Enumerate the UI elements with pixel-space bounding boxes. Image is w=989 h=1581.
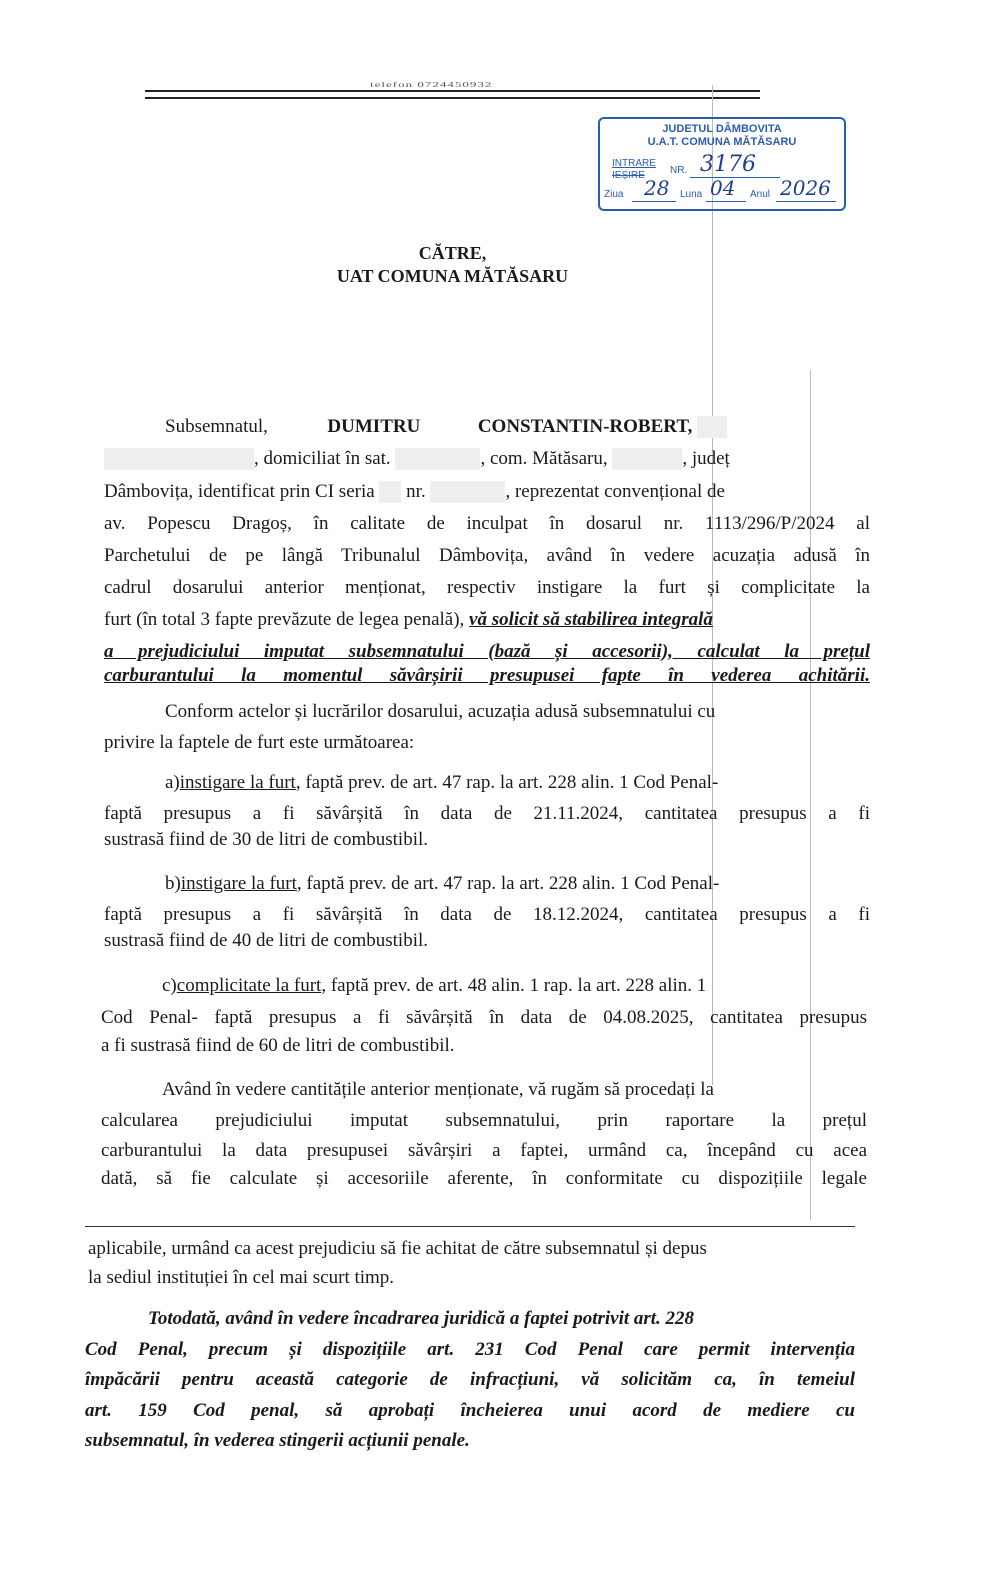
stamp-anul-value: 2026 <box>780 176 831 200</box>
stamp-nr-value: 3176 <box>700 152 756 177</box>
request-line-3: carburantului la momentul săvârșirii presupusei fapte în vederea achitării. <box>104 665 870 686</box>
intro-line-1 <box>165 416 870 438</box>
totodata-line-4: art. 159 Cod penal, să aprobați încheierea unui acord de mediere cu <box>85 1400 855 1421</box>
fapta-a-line-2: faptă presupus a fi săvârșită în data de 21.11.2024, cantitatea presupus a fi <box>104 803 870 824</box>
totodata-line-3: împăcării pentru această categorie de infracțiuni, vă solicităm ca, în temeiul <box>85 1369 855 1390</box>
page2-line-2: la sediul instituției în cel mai scurt timp. <box>88 1267 395 1288</box>
given-name: CONSTANTIN-ROBERT, <box>477 416 693 437</box>
page-separator <box>85 1226 855 1227</box>
redacted-text: x <box>612 448 682 470</box>
stamp-intrare: INTRARE <box>612 158 656 169</box>
intro-line-4: av. Popescu Dragoș, în calitate de inculpat în dosarul nr. 1113/296/P/2024 al <box>104 513 870 534</box>
fapta-c-rest: , faptă prev. de art. 48 alin. 1 rap. la art. 228 alin. 1 <box>321 975 707 996</box>
conform-line-2: privire la faptele de furt este următoarea: <box>104 732 415 753</box>
stamp-line <box>706 201 746 202</box>
request-emphasis: vă solicit să stabilirea integrală <box>469 609 713 630</box>
fapta-b-line-2: faptă presupus a fi săvârșită în data de 18.12.2024, cantitatea presupus a fi <box>104 904 870 925</box>
stamp-line <box>776 201 836 202</box>
intro-ci: Dâmbovița, identificat prin CI seria <box>104 481 375 502</box>
stamp-ziua-value: 28 <box>644 176 670 200</box>
intro-line-7 <box>104 609 870 631</box>
fapta-b-title: instigare la furt <box>180 873 297 894</box>
totodata-line-5: subsemnatul, în vederea stingerii acțiunii penale. <box>85 1430 470 1451</box>
stamp-iesire: IEȘIRE <box>612 170 645 181</box>
surname: DUMITRU <box>327 416 421 437</box>
address-to: CĂTRE, <box>418 243 487 263</box>
intro-comuna: , com. Mătăsaru, <box>480 448 608 469</box>
fapta-c-prefix: c) <box>162 975 177 996</box>
stamp-institution: U.A.T. COMUNA MĂTĂSARU <box>647 136 797 148</box>
intro-line-2 <box>104 448 870 470</box>
redacted-text: x <box>104 448 254 470</box>
stamp-ziua-label: Ziua <box>604 189 624 200</box>
header-phone: telefon 0724450932 <box>370 80 493 89</box>
redacted-text: x <box>379 481 401 503</box>
stamp-nr-label: NR. <box>670 165 688 176</box>
registration-stamp <box>598 117 846 211</box>
avand-line-3: carburantului la data presupusei săvârșiri a faptei, urmând ca, începând cu acea <box>101 1140 867 1161</box>
fapta-a-line-1 <box>165 772 870 794</box>
intro-line-6: cadrul dosarului anterior menționat, respectiv instigare la furt și complicitate la <box>104 577 870 598</box>
redacted-text: x <box>395 448 480 470</box>
conform-line-1: Conform actelor și lucrărilor dosarului, acuzația adusă subsemnatului cu <box>165 701 716 722</box>
header-rule-top <box>145 90 760 92</box>
stamp-luna-label: Luna <box>680 189 703 200</box>
intro-line-3 <box>104 481 870 503</box>
fapta-a-line-3: sustrasă fiind de 30 de litri de combustibil. <box>104 829 429 850</box>
stamp-line <box>632 201 676 202</box>
fapta-c-line-1 <box>162 975 870 997</box>
fapta-c-title: complicitate la furt <box>176 975 322 996</box>
stamp-county: JUDETUL DÂMBOVITA <box>662 123 782 135</box>
redacted-text: x <box>697 416 727 438</box>
fapta-a-prefix: a) <box>165 772 180 793</box>
intro-domiciliat: , domiciliat în sat. <box>254 448 391 469</box>
page2-line-1: aplicabile, urmând ca acest prejudiciu să fie achitat de către subsemnatul și depus <box>88 1238 707 1259</box>
fapta-c-line-3: a fi sustrasă fiind de 60 de litri de combustibil. <box>101 1035 455 1056</box>
avand-line-1: Având în vedere cantitățile anterior menționate, vă rugăm să procedați la <box>162 1079 714 1100</box>
intro-reprezentat: , reprezentat convențional de <box>505 481 725 502</box>
totodata-line-2: Cod Penal, precum și dispozițiile art. 231 Cod Penal care permit intervenția <box>85 1339 855 1360</box>
intro-line-5: Parchetului de pe lângă Tribunalul Dâmbovița, având în vedere acuzația adusă în <box>104 545 870 566</box>
intro-nr: nr. <box>406 481 426 502</box>
intro-furt-total: furt (în total 3 fapte prevăzute de legea penală), <box>104 609 465 630</box>
avand-line-2: calcularea prejudiciului imputat subsemnatului, prin raportare la prețul <box>101 1110 867 1131</box>
fapta-b-prefix: b) <box>165 873 181 894</box>
stamp-anul-label: Anul <box>750 189 771 200</box>
address-recipient: UAT COMUNA MĂTĂSARU <box>336 266 569 286</box>
fapta-c-line-2: Cod Penal- faptă presupus a fi săvârșită în data de 04.08.2025, cantitatea presupus <box>101 1007 867 1028</box>
fapta-b-line-1 <box>165 873 870 895</box>
intro-subsemnatul: Subsemnatul, <box>165 416 268 437</box>
redacted-text: x <box>430 481 505 503</box>
totodata-line-1: Totodată, având în vedere încadrarea juridică a faptei potrivit art. 228 <box>148 1308 695 1329</box>
fapta-a-rest: , faptă prev. de art. 47 rap. la art. 228 alin. 1 Cod Penal- <box>295 772 719 793</box>
stamp-luna-value: 04 <box>710 176 736 200</box>
intro-judet: , județ <box>682 448 730 469</box>
request-line-2: a prejudiciului imputat subsemnatului (bază și accesorii), calculat la prețul <box>104 641 870 662</box>
fapta-b-rest: , faptă prev. de art. 47 rap. la art. 228 alin. 1 Cod Penal- <box>296 873 720 894</box>
fapta-a-title: instigare la furt <box>179 772 296 793</box>
fapta-b-line-3: sustrasă fiind de 40 de litri de combustibil. <box>104 930 429 951</box>
header-rule-bottom <box>145 97 760 99</box>
avand-line-4: dată, să fie calculate și accesoriile aferente, în conformitate cu dispozițiile legale <box>101 1168 867 1189</box>
